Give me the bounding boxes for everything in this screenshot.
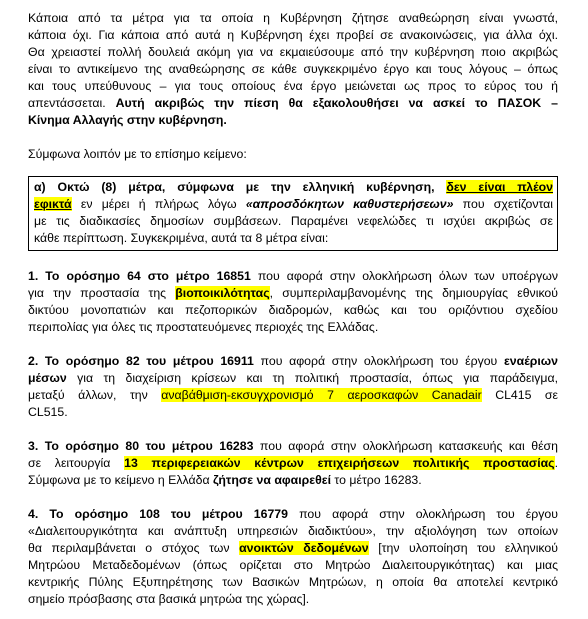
list-item (28, 353, 558, 421)
emphasis-text: μέσων (28, 371, 67, 385)
text-run: που αφορά στην ολοκλήρωση όλων των υποέργων (250, 269, 558, 283)
text-run: που αφορά στην ολοκλήρωση κατασκευής και θέση (253, 439, 558, 453)
text-run: για την προστασία της (28, 286, 176, 300)
text-line (28, 353, 558, 370)
emphasis-text: Κίνημα Αλλαγής στην κυβέρνηση. (28, 113, 227, 127)
text-run: . (554, 456, 558, 470)
text-line: με τις διαδικασίες δημοσίων συμβάσεων. Παραμένει νεφελώδες τι ισχύει ακριβώς σε (34, 214, 553, 228)
emphasis-text: α) Οκτώ (8) μέτρα, σύμφωνα με την ελληνική κυβέρνηση, (34, 180, 435, 194)
list-item (28, 506, 558, 608)
emphasis-text: «απροσδόκητων καθυστερήσεων» (245, 197, 454, 211)
text-line: κεντρικής Πύλης Εξυπηρέτησης των Βασικών Μητρώων, η οποία θα αποτελεί κεντρικό (28, 575, 558, 589)
text-line (28, 506, 558, 523)
text-line: είναι το αντικείμενο της αναθεώρησης σε κάθε συγκεκριμένο έργο και τους λόγους – όπως (28, 62, 558, 76)
highlighted-text: δεν είναι πλέον (446, 180, 553, 194)
text-line: Μητρώου Μεταδεδομένων (όπως ορίζεται στο Μητρώο Διαλειτουργικότητας) και μιας (28, 558, 558, 572)
text-line: Θα χρειαστεί πολλή δουλειά ακόμη για να εκμαιεύσουμε από την κυβέρνηση ποιο ακριβώς (28, 45, 558, 59)
text-run: , συμπεριλαμβανομένης της δημιουργίας εθνικού (269, 286, 558, 300)
text-line (28, 455, 558, 472)
emphasis-text: 3. Το ορόσημο 80 του μέτρου 16283 (28, 439, 254, 453)
text-line: κάποια όχι. Για κάποια από αυτά η Κυβέρνηση έχει προβεί σε ανακοινώσεις, για άλλα όχι. (28, 28, 558, 42)
emphasis-text: 1. Το ορόσημο 64 στο μέτρο 16851 (28, 269, 251, 283)
highlighted-text: βιοποικιλότητας (175, 286, 270, 300)
text-run: [την υλοποίηση του ελληνικού (368, 541, 558, 555)
emphasis-text: 4. Το ορόσημο 108 του μέτρου 16779 (28, 507, 288, 521)
lead-line: Σύμφωνα λοιπόν με το επίσημο κείμενο: (28, 147, 247, 161)
text-line: και τους υπεύθυνους – για τους οποίους ένα έργο μειώνεται ως προς το εύρος του ή (28, 79, 558, 93)
text-run: που σχετίζονται (453, 197, 554, 211)
list-item (28, 438, 558, 489)
highlighted-text: εφικτά (34, 197, 72, 211)
text-run: σε λειτουργία (28, 456, 125, 470)
emphasis-text: ζήτησε να αφαιρεθεί (212, 473, 332, 487)
text-run: που αφορά στην ολοκλήρωση του έργου (253, 354, 504, 368)
text-line: περιπολίας για όλες τις προστατευόμενες περιοχές της Ελλάδας. (28, 320, 379, 334)
text-run: Σύμφωνα με το κείμενο η Ελλάδα (28, 473, 213, 487)
text-line (34, 179, 553, 196)
text-line (28, 268, 558, 285)
emphasis-text: Αυτή ακριβώς την πίεση θα εξακολουθήσει να ασκεί το ΠΑΣΟΚ – (115, 96, 558, 110)
text-run: θα περιλαμβάνεται ο στόχος των (28, 541, 240, 555)
text-line (28, 540, 558, 557)
highlighted-text: ανοικτών δεδομένων (239, 541, 369, 555)
text-line (28, 438, 558, 455)
text-line (28, 285, 558, 302)
text-line: σημείο πρόσβασης στα βασικά μητρώα της χώρας]. (28, 592, 310, 606)
bordered-box (28, 176, 558, 251)
text-run: CL415 σε (481, 388, 559, 402)
highlighted-text: αναβάθμιση-εκσυγχρονισμό 7 αεροσκαφών Canadair (161, 388, 482, 402)
text-line: CL515. (28, 405, 68, 419)
text-line (28, 387, 558, 404)
text-line: «Διαλειτουργικότητα και ανάπτυξη υπηρεσιών διαδικτύου», την αξιολόγηση των οποίων (28, 524, 558, 538)
text-run: για τη διαχείριση κρίσεων και τη πολιτική προστασία, όπως για παράδειγμα, (66, 371, 558, 385)
text-line (34, 196, 553, 213)
text-run: μεταξύ άλλων, την (28, 388, 162, 402)
text-line (28, 95, 558, 112)
document-body (28, 10, 558, 608)
intro-paragraph (28, 10, 558, 129)
text-line (28, 472, 558, 489)
highlighted-text: 13 περιφερειακών κέντρων επιχειρήσεων πολιτικής προστασίας (124, 456, 555, 470)
text-line (28, 112, 558, 129)
emphasis-text: εναέριων (503, 354, 558, 368)
text-run: που αφορά στην ολοκλήρωση του έργου (287, 507, 558, 521)
text-line: δικτύου μονοπατιών και πεζοπορικών διαδρομών, καθώς και του οριζόντιου σχεδίου (28, 303, 558, 317)
list-item (28, 268, 558, 336)
text-line (28, 370, 558, 387)
text-run: το μέτρο 16283. (331, 473, 422, 487)
text-line: κάθε περίπτωση. Συγκεκριμένα, αυτά τα 8 μέτρα είναι: (34, 231, 329, 245)
text-run: εν μέρει ή πλήρως λόγω (71, 197, 246, 211)
emphasis-text: 2. Το ορόσημο 82 του μέτρου 16911 (28, 354, 254, 368)
text-run: απεντάσσεται. (28, 96, 116, 110)
text-line: Κάποια από τα μέτρα για τα οποία η Κυβέρνηση ζήτησε αναθεώρηση είναι γνωστά, (28, 11, 558, 25)
